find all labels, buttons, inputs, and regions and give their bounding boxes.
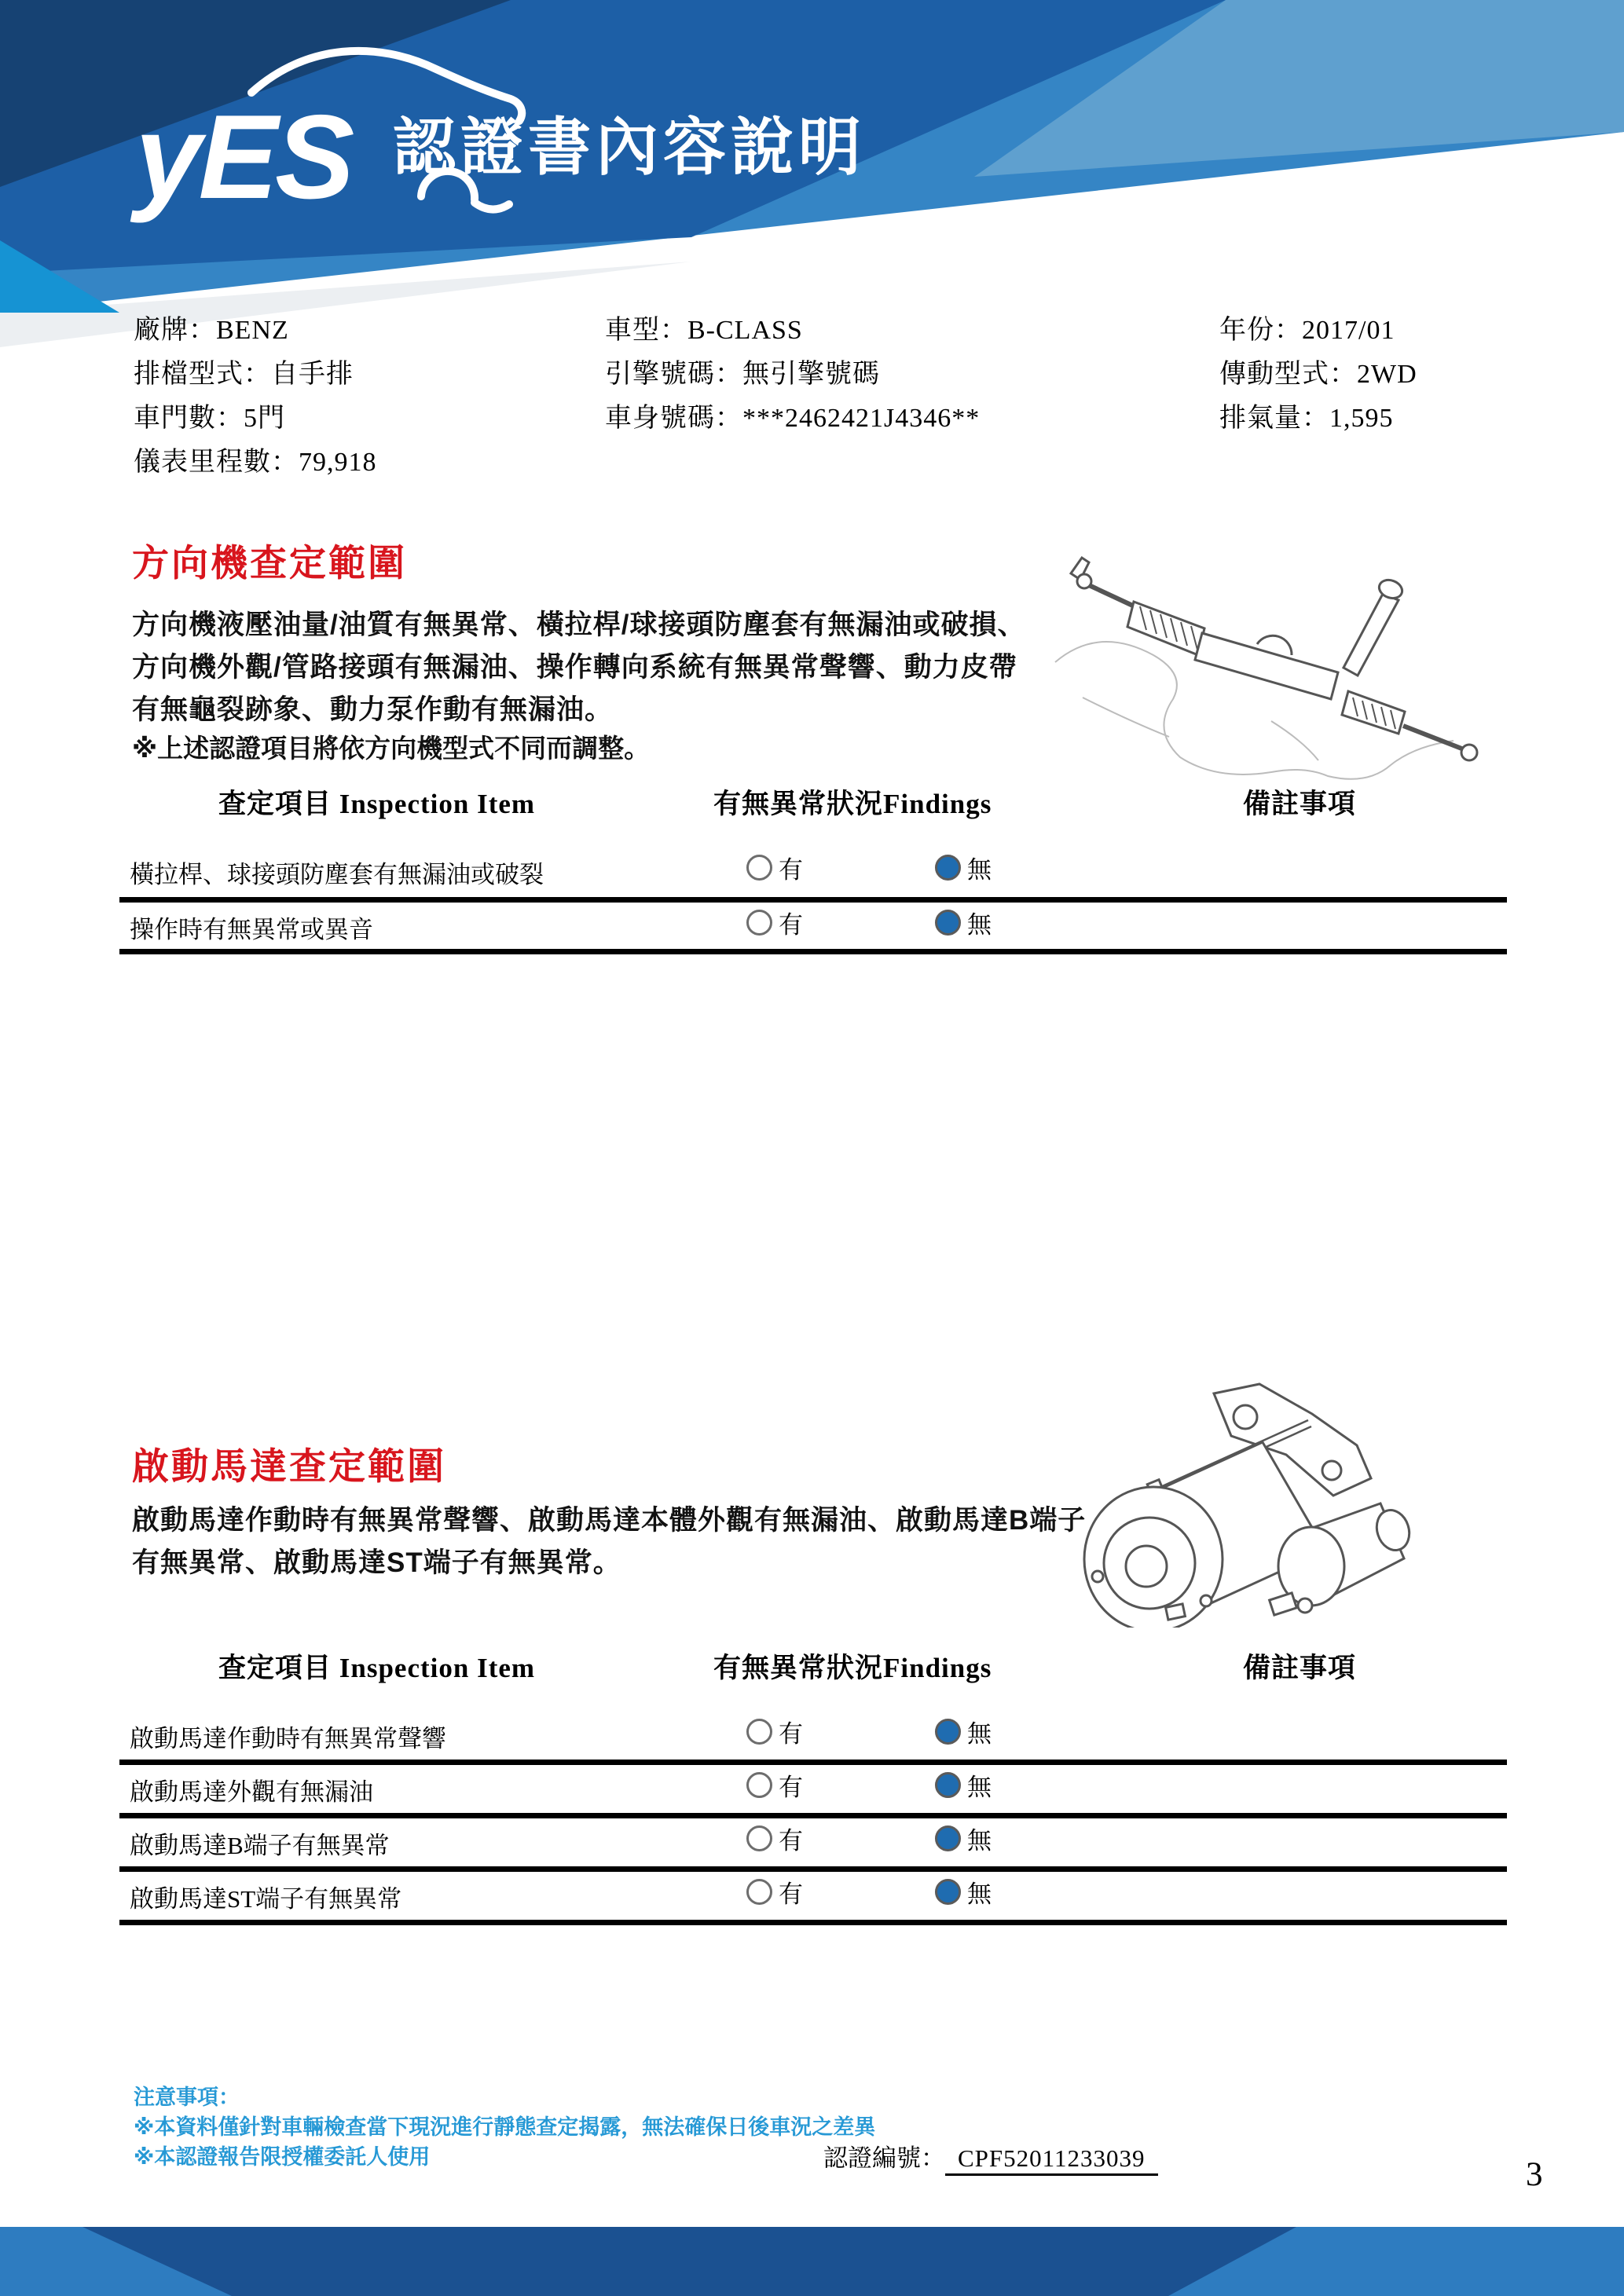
radio-checked-icon bbox=[935, 855, 961, 881]
option-no-label: 無 bbox=[967, 855, 992, 884]
radio-unchecked-icon bbox=[746, 855, 772, 881]
info-drivetrain: 傳動型式：2WD bbox=[1219, 360, 1417, 389]
t2-divider-3 bbox=[119, 1866, 1507, 1872]
t2-header-remarks: 備註事項 bbox=[1243, 1653, 1357, 1683]
section-title-steering: 方向機查定範圍 bbox=[132, 542, 407, 584]
steering-note: ※上述認證項目將依方向機型式不同而調整。 bbox=[132, 734, 651, 763]
option-no-label: 無 bbox=[967, 1719, 992, 1748]
t2-header-item: 查定項目 Inspection Item bbox=[218, 1653, 536, 1683]
starter-desc-line: 有無異常、啟動馬達ST端子有無異常。 bbox=[132, 1547, 621, 1578]
t2-header-findings: 有無異常狀況Findings bbox=[713, 1653, 992, 1683]
t2-row2-option-no bbox=[935, 1769, 992, 1800]
t2-divider-2 bbox=[119, 1813, 1507, 1818]
t2-row3-option-no bbox=[935, 1822, 992, 1854]
radio-unchecked-icon bbox=[746, 1719, 772, 1745]
t1-row2-option-no bbox=[935, 906, 992, 938]
info-doors: 車門數：5門 bbox=[134, 404, 285, 433]
t1-row1-item: 橫拉桿、球接頭防塵套有無漏油或破裂 bbox=[130, 861, 544, 888]
t2-row4-option-no bbox=[935, 1876, 992, 1907]
steering-desc-line: 方向機外觀/管路接頭有無漏油、操作轉向系統有無異常聲響、動力皮帶 bbox=[132, 652, 1017, 683]
info-brand: 廠牌：BENZ bbox=[134, 316, 289, 345]
info-transmission: 排檔型式：自手排 bbox=[134, 360, 354, 389]
t2-row1-item: 啟動馬達作動時有無異常聲響 bbox=[130, 1725, 446, 1752]
t1-header-remarks: 備註事項 bbox=[1243, 789, 1357, 819]
info-mileage: 儀表里程數：79,918 bbox=[134, 448, 377, 477]
radio-checked-icon bbox=[935, 1719, 961, 1745]
info-displacement: 排氣量：1,595 bbox=[1219, 404, 1394, 433]
page-number: 3 bbox=[1526, 2156, 1543, 2193]
info-year: 年份：2017/01 bbox=[1219, 316, 1395, 345]
info-engine-no: 引擎號碼：無引擎號碼 bbox=[605, 360, 880, 389]
footer-banner bbox=[0, 2227, 1624, 2296]
option-yes-label: 有 bbox=[779, 1826, 803, 1855]
radio-unchecked-icon bbox=[746, 1879, 772, 1905]
radio-unchecked-icon bbox=[746, 910, 772, 936]
radio-unchecked-icon bbox=[746, 1825, 772, 1851]
option-yes-label: 有 bbox=[779, 1719, 803, 1748]
certificate-number-line bbox=[823, 2138, 1158, 2173]
certificate-label: 認證編號： bbox=[823, 2144, 945, 2172]
starter-motor-illustration bbox=[1049, 1368, 1426, 1628]
t1-row2-option-yes bbox=[746, 906, 803, 938]
option-no-label: 無 bbox=[967, 1880, 992, 1908]
radio-checked-icon bbox=[935, 910, 961, 936]
notice-title: 注意事項： bbox=[134, 2085, 240, 2109]
option-no-label: 無 bbox=[967, 1773, 992, 1801]
radio-checked-icon bbox=[935, 1879, 961, 1905]
t2-row3-item: 啟動馬達B端子有無異常 bbox=[130, 1832, 390, 1859]
radio-unchecked-icon bbox=[746, 1772, 772, 1798]
option-yes-label: 有 bbox=[779, 855, 803, 884]
certificate-number: CPF52011233039 bbox=[945, 2144, 1158, 2176]
t2-divider-4 bbox=[119, 1920, 1507, 1925]
notice-line-1: ※本資料僅針對車輛檢查當下現況進行靜態查定揭露，無法確保日後車況之差異 bbox=[134, 2115, 876, 2139]
radio-checked-icon bbox=[935, 1825, 961, 1851]
option-no-label: 無 bbox=[967, 1826, 992, 1855]
t1-row1-option-no bbox=[935, 851, 992, 883]
t1-divider-2 bbox=[119, 949, 1507, 954]
steering-desc-line: 有無龜裂跡象、動力泵作動有無漏油。 bbox=[132, 694, 614, 725]
t2-row1-option-yes bbox=[746, 1716, 803, 1747]
t1-row2-item: 操作時有無異常或異音 bbox=[130, 916, 373, 943]
yes-logo-text: yES bbox=[135, 90, 352, 224]
page-title: 認證書內容說明 bbox=[393, 112, 866, 182]
t1-row1-option-yes bbox=[746, 851, 803, 883]
t1-header-findings: 有無異常狀況Findings bbox=[713, 789, 992, 819]
t2-row4-item: 啟動馬達ST端子有無異常 bbox=[130, 1885, 402, 1913]
t2-row4-option-yes bbox=[746, 1876, 803, 1907]
section-title-starter: 啟動馬達查定範圍 bbox=[132, 1445, 446, 1487]
t1-header-item: 查定項目 Inspection Item bbox=[218, 789, 536, 819]
notice-line-2: ※本認證報告限授權委託人使用 bbox=[134, 2145, 431, 2169]
option-yes-label: 有 bbox=[779, 1880, 803, 1908]
option-yes-label: 有 bbox=[779, 1773, 803, 1801]
t2-row3-option-yes bbox=[746, 1822, 803, 1854]
t1-divider-1 bbox=[119, 897, 1507, 903]
starter-desc-line: 啟動馬達作動時有無異常聲響、啟動馬達本體外觀有無漏油、啟動馬達B端子 bbox=[132, 1505, 1087, 1536]
info-vin: 車身號碼：***2462421J4346** bbox=[605, 404, 981, 433]
steering-rack-illustration bbox=[1036, 540, 1479, 785]
t2-divider-1 bbox=[119, 1760, 1507, 1765]
t2-row2-option-yes bbox=[746, 1769, 803, 1800]
header-banner bbox=[0, 0, 1624, 350]
option-yes-label: 有 bbox=[779, 910, 803, 939]
info-model: 車型：B-CLASS bbox=[605, 316, 803, 345]
radio-checked-icon bbox=[935, 1772, 961, 1798]
steering-desc-line: 方向機液壓油量/油質有無異常、橫拉桿/球接頭防塵套有無漏油或破損、 bbox=[132, 610, 1026, 640]
t2-row1-option-no bbox=[935, 1716, 992, 1747]
option-no-label: 無 bbox=[967, 910, 992, 939]
t2-row2-item: 啟動馬達外觀有無漏油 bbox=[130, 1778, 373, 1806]
footer-dark-polygon bbox=[82, 2227, 1296, 2296]
